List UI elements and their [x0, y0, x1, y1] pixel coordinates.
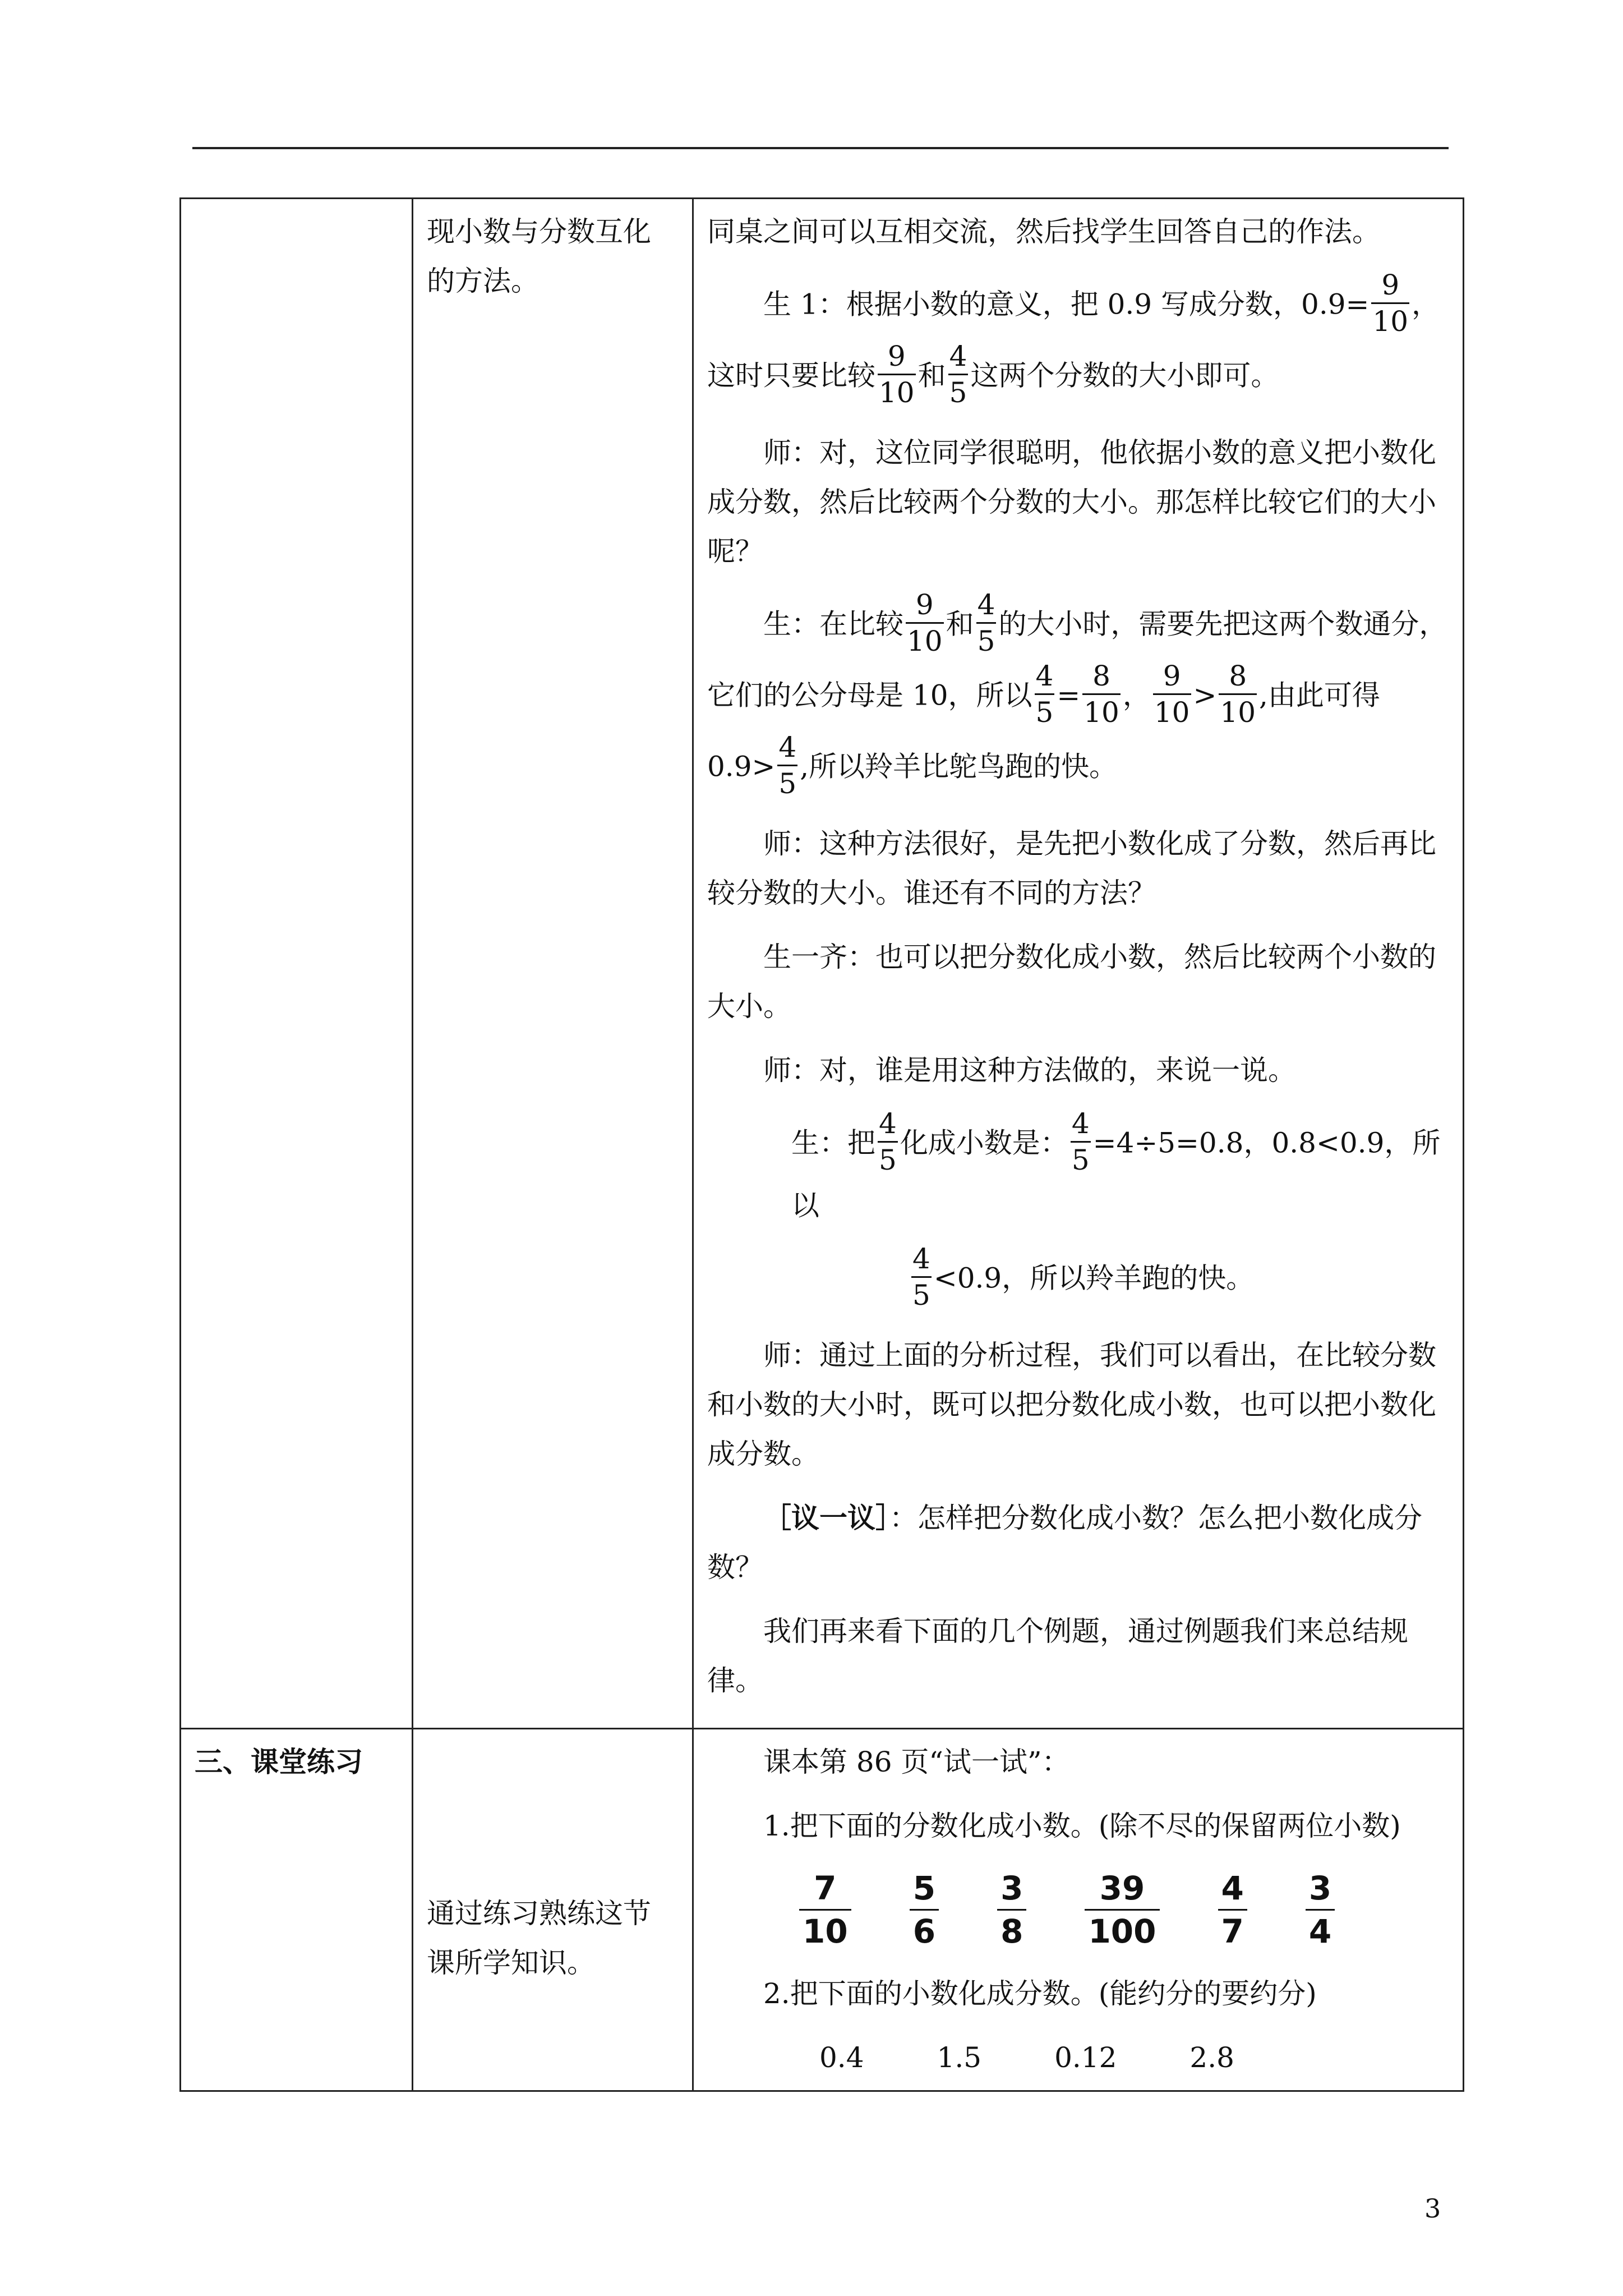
goal-text: 通过练习熟练这节课所学知识。: [427, 1897, 651, 1979]
table-row: [181, 199, 1464, 1729]
decimal-value: 0.12: [1054, 2041, 1117, 2074]
section-title: 三、课堂练习: [195, 1746, 363, 1778]
closing-remark: 我们再来看下面的几个例题，通过例题我们来总结规律。: [707, 1615, 1408, 1697]
paragraph: 同桌之间可以互相交流，然后找学生回答自己的作法。: [707, 215, 1380, 248]
discussion-prompt: ［议一议］：怎样把分数化成小数？怎么把小数化成分数？: [707, 1501, 1422, 1584]
textbook-reference: 课本第 86 页“试一试”：: [763, 1746, 1070, 1778]
fraction: $\frac{4}{5}$: [1035, 660, 1054, 729]
header-rule: [192, 147, 1449, 149]
goal-text: 现小数与分数互化的方法。: [427, 215, 651, 297]
goal-cell: [413, 1729, 693, 2091]
fraction: $\frac{9}{10}$: [879, 340, 915, 409]
teacher-remark-4: 师：通过上面的分析过程，我们可以看出，在比较分数和小数的大小时，既可以把分数化成小数，也可以把小数化成分数。: [707, 1339, 1436, 1470]
student-answer-4-continued: $\frac{4}{5}$ <0.9，所以羚羊跑的快。: [912, 1243, 1255, 1312]
decimal-list: [707, 2033, 1449, 2082]
fraction: $\frac{9}{10}$: [1372, 269, 1409, 338]
fraction: $\frac{9}{10}$: [907, 588, 943, 657]
section-cell: [181, 1729, 413, 2091]
exercise-2: 2.把下面的小数化成分数。(能约分的要约分): [763, 1977, 1317, 2010]
teacher-remark-3: 师：对，谁是用这种方法做的，来说一说。: [763, 1054, 1296, 1087]
fraction: $\frac{4}{5}$: [1071, 1107, 1090, 1176]
student-answer-2: 生：在比较 $\frac{9}{10}$ 和 $\frac{4}{5}$ 的大小时，需要先把这两个数通分，它们的公分母是 10，所以 $\frac{4}{5}$ = $\frac{8}{10}$ ， $\frac{9}{10}$ > $\frac{8}{10}$ ,由此可得 0.9> $\frac{4}{5}$ ,所以羚羊比鸵鸟跑的快。: [707, 588, 1447, 800]
fraction: $\frac{4}{5}$: [778, 731, 797, 800]
fraction: $\frac{4}{5}$: [949, 340, 967, 409]
goal-cell: [413, 199, 693, 1729]
fraction: $\frac{39}{100}$: [1085, 1867, 1159, 1952]
fraction: $\frac{4}{7}$: [1218, 1867, 1247, 1952]
table-row: [181, 1729, 1464, 2091]
fraction: $\frac{9}{10}$: [1154, 660, 1190, 729]
student-answer-1: 生 1：根据小数的意义，把 0.9 写成分数，0.9= $\frac{9}{10}$ ，这时只要比较 $\frac{9}{10}$ 和 $\frac{4}{5}$ 这两个分数的大小即可。: [707, 269, 1440, 409]
fraction: $\frac{4}{5}$: [912, 1243, 930, 1312]
fraction: $\frac{4}{5}$: [879, 1107, 897, 1176]
fraction: $\frac{8}{10}$: [1220, 660, 1256, 729]
decimal-value: 1.5: [937, 2041, 982, 2074]
teacher-remark-1: 师：对，这位同学很聪明，他依据小数的意义把小数化成分数，然后比较两个分数的大小。那怎样比较它们的大小呢？: [707, 436, 1436, 568]
decimal-value: 2.8: [1189, 2041, 1234, 2074]
fraction: $\frac{4}{5}$: [977, 588, 995, 657]
decimal-value: 0.4: [819, 2041, 864, 2074]
page-number: 3: [1424, 2193, 1441, 2224]
fraction: $\frac{5}{6}$: [910, 1867, 939, 1952]
lesson-table: [179, 197, 1464, 2092]
fraction: $\frac{7}{10}$: [799, 1867, 851, 1952]
fraction-list: [707, 1867, 1449, 1952]
fraction: $\frac{3}{8}$: [997, 1867, 1026, 1952]
fraction: $\frac{3}{4}$: [1306, 1867, 1335, 1952]
section-cell: [181, 199, 413, 1729]
content-cell: [693, 199, 1464, 1729]
content-cell: [693, 1729, 1464, 2091]
student-answer-4: 生：把 $\frac{4}{5}$ 化成小数是： $\frac{4}{5}$ =4÷5=0.8，0.8<0.9，所以: [791, 1107, 1441, 1222]
teacher-remark-2: 师：这种方法很好，是先把小数化成了分数，然后再比较分数的大小。谁还有不同的方法？: [707, 827, 1436, 909]
fraction: $\frac{8}{10}$: [1083, 660, 1119, 729]
student-answer-3: 生一齐：也可以把分数化成小数，然后比较两个小数的大小。: [707, 941, 1436, 1023]
exercise-1: 1.把下面的分数化成小数。(除不尽的保留两位小数): [763, 1810, 1401, 1842]
